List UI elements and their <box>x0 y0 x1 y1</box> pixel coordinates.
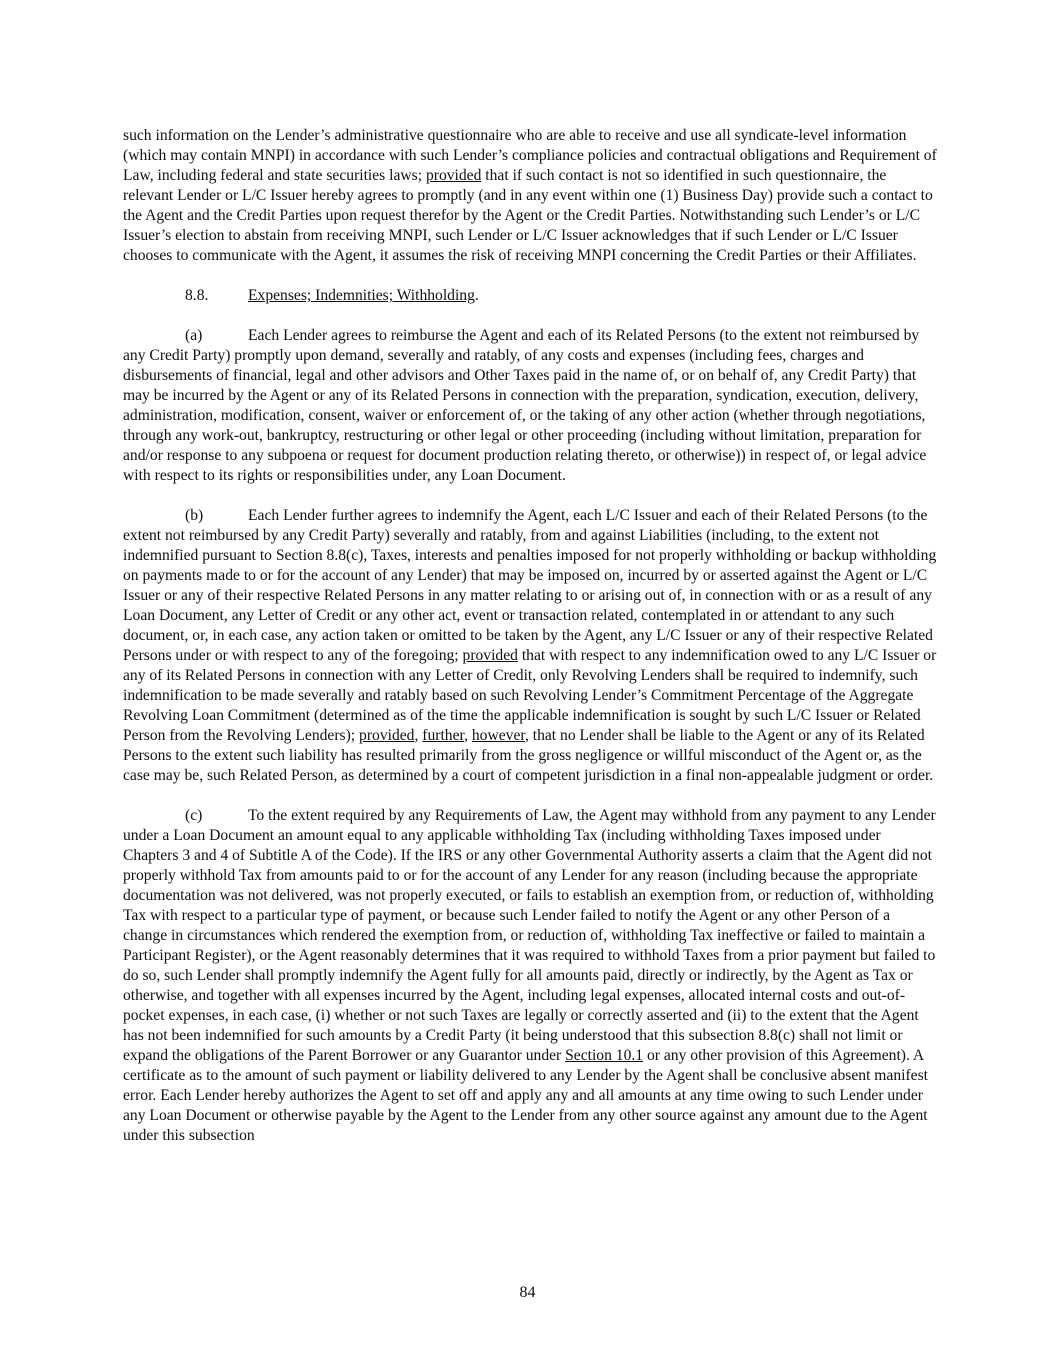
text-run: , that no Lender shall be liable to the Agent or any of its Related Persons to the extent such liability has resulted primarily from the gross negligence or willful misconduct of the Agent or, as the case may be, such Related Person, as determined by a court of competent jurisdiction in a final non-appealable judgment or order. <box>123 727 934 784</box>
underlined-term: further <box>422 727 465 744</box>
cross-reference-link: Section 10.1 <box>565 1047 644 1064</box>
text-run: Each Lender agrees to reimburse the Agent and each of its Related Persons (to the extent not reimbursed by any Credit Party) promptly upon demand, severally and ratably, of any costs and expenses (including fees, charges and disbursements of financial, legal and other advisors and Other Taxes paid in the name of, or on behalf of, any Credit Party) that may be incurred by the Agent or any of its Related Persons in connection with the preparation, syndication, execution, delivery, administration, modification, consent, waiver or enforcement of, or the taking of any other action (whether through negotiations, through any work-out, bankruptcy, restructuring or other legal or other proceeding (including without limitation, preparation for and/or response to any subpoena or request for document production relating thereto, or otherwise)) in respect of, or legal advice with respect to its rights or responsibilities under, any Loan Document. <box>123 327 927 484</box>
underlined-term: provided <box>359 727 415 744</box>
paragraph-continued <box>123 126 938 266</box>
text-run: To the extent required by any Requirements of Law, the Agent may withhold from any payment to any Lender under a Loan Document an amount equal to any applicable withholding Tax (including withholding Taxes imposed under Chapters 3 and 4 of Subtitle A of the Code). If the IRS or any other Governmental Authority asserts a claim that the Agent did not properly withhold Tax from amounts paid to or for the account of any Lender for any reason (including because the appropriate documentation was not delivered, was not properly executed, or fails to establish an exemption from, or reduction of, withholding Tax with respect to a particular type of payment, or because such Lender failed to notify the Agent or any other Person of a change in circumstances which rendered the exemption from, or reduction of, withholding Tax ineffective or failed to maintain a Participant Register), or the Agent reasonably determines that it was required to withhold Taxes from a prior payment but failed to do so, such Lender shall promptly indemnify the Agent fully for all amounts paid, directly or indirectly, by the Agent as Tax or otherwise, and together with all expenses incurred by the Agent, including legal expenses, allocated internal costs and out-of-pocket expenses, in each case, (i) whether or not such Taxes are legally or correctly asserted and (ii) to the extent that the Agent has not been indemnified for such amounts by a Credit Party (it being understood that this subsection 8.8(c) shall not limit or expand the obligations of the Parent Borrower or any Guarantor under <box>123 807 936 1064</box>
paragraph-c <box>123 806 938 1146</box>
paragraph-a <box>123 326 938 486</box>
paragraph-b <box>123 506 938 786</box>
text-run: , <box>464 727 472 744</box>
paragraph-label: (a) <box>185 327 203 344</box>
paragraph-label: (b) <box>185 507 204 524</box>
underlined-term: provided <box>425 167 482 184</box>
text-run: such information on the Lender’s administrative questionnaire who are able to receive and use all syndicate-level information (which may contain MNPI) in accordance with such Lender’s compliance policies and contractual obligations and Requirement of Law, including federal and state securities laws; <box>123 127 937 184</box>
section-title-end: . <box>474 287 479 304</box>
text-run: or any other provision of this Agreement). A certificate as to the amount of such payment or liability delivered to any Lender by the Agent shall be conclusive absent manifest error. Each Lender hereby authorizes the Agent to set off and apply any and all amounts at any time owing to such Lender under any Loan Document or otherwise payable by the Agent to the Lender from any other source against any amount due to the Agent under this subsection <box>123 1047 928 1144</box>
section-title: Expenses; Indemnities; Withholding <box>248 287 475 304</box>
section-heading <box>123 286 938 306</box>
paragraph-label: (c) <box>185 807 203 824</box>
page-number: 84 <box>519 1284 536 1301</box>
document-page <box>123 126 938 1166</box>
text-run: , <box>414 727 423 744</box>
underlined-term: provided <box>462 647 518 664</box>
section-number: 8.8. <box>185 287 209 304</box>
text-run: that if such contact is not so identified in such questionnaire, the relevant Lender or L/C Issuer hereby agrees to promptly (and in any event within one (1) Business Day) provide such a contact to the Agent and the Credit Parties upon request therefor by the Agent or the Credit Parties. Notwithstanding such Lender’s or L/C Issuer’s election to abstain from receiving MNPI, such Lender or L/C Issuer acknowledges that if such Lender or L/C Issuer chooses to communicate with the Agent, it assumes the risk of receiving MNPI concerning the Credit Parties or their Affiliates. <box>123 167 933 264</box>
underlined-term: however <box>471 727 525 744</box>
text-run: that with respect to any indemnification owed to any L/C Issuer or any of its Related Persons in connection with any Letter of Credit, only Revolving Lenders shall be required to indemnify, such indemnification to be made severally and ratably based on such Revolving Lender’s Commitment Percentage of the Aggregate Revolving Loan Commitment (determined as of the time the applicable indemnification is sought by such L/C Issuer or Related Person from the Revolving Lenders); <box>123 647 937 744</box>
text-run: Each Lender further agrees to indemnify the Agent, each L/C Issuer and each of their Related Persons (to the extent not reimbursed by any Credit Party) severally and ratably, from and against Liabilities (including, to the extent not indemnified pursuant to Section 8.8(c), Taxes, interests and penalties imposed for not properly withholding or backup withholding on payments made to or for the account of any Lender) that may be imposed on, incurred by or asserted against the Agent or L/C Issuer or any of their respective Related Persons in any matter relating to or arising out of, in connection with or as a result of any Loan Document, any Letter of Credit or any other act, event or transaction related, contemplated in or attendant to any such document, or, in each case, any action taken or omitted to be taken by the Agent, any L/C Issuer or any of their respective Related Persons under or with respect to any of the foregoing; <box>123 507 937 664</box>
